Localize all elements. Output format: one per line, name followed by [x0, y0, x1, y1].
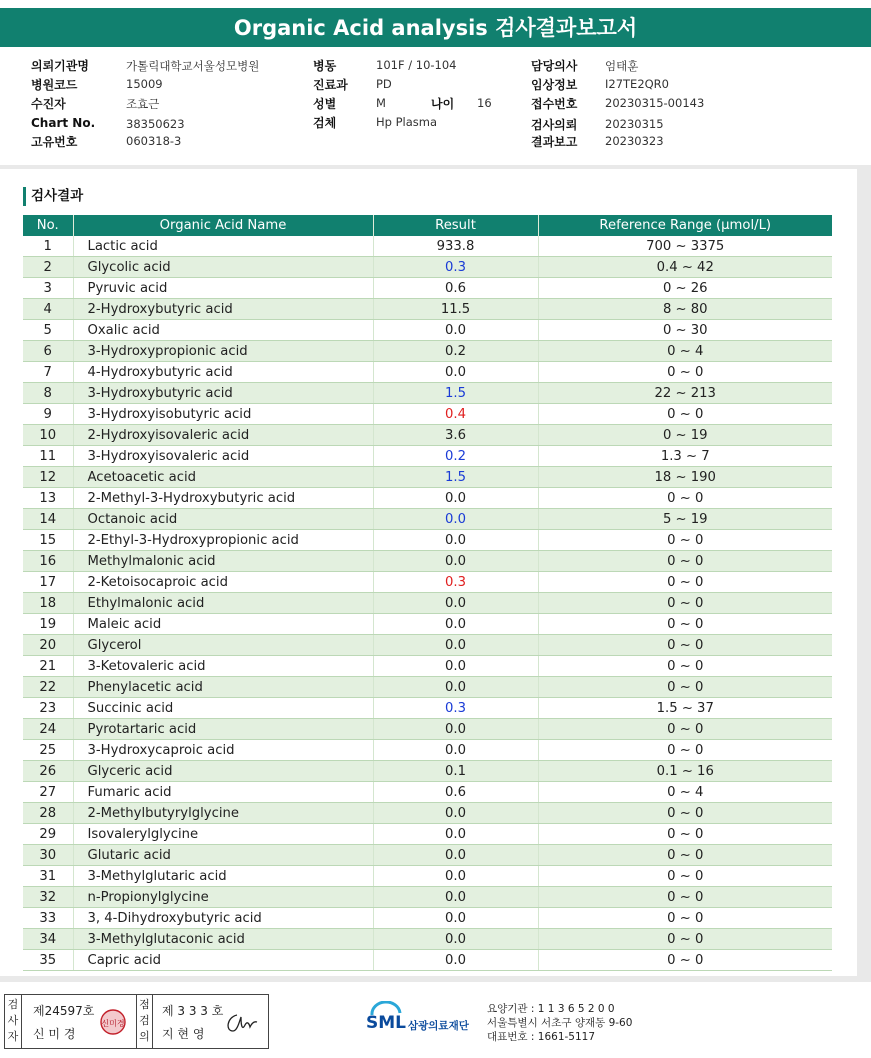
- cell-reference-range: 700 ~ 3375: [538, 236, 832, 257]
- table-row: [23, 299, 832, 320]
- cell-reference-range: 1.3 ~ 7: [538, 446, 832, 467]
- table-row: [23, 320, 832, 341]
- col-header-result: Result: [373, 215, 538, 236]
- cell-no: 12: [23, 467, 73, 488]
- field-value: 060318-3: [126, 134, 182, 148]
- cell-no: 26: [23, 761, 73, 782]
- cell-reference-range: 0 ~ 0: [538, 677, 832, 698]
- field-value: 조효근: [126, 97, 160, 111]
- field-label: 성별: [313, 97, 337, 111]
- field-label: 병동: [313, 59, 337, 73]
- cell-no: 27: [23, 782, 73, 803]
- cell-acid-name: Glycerol: [73, 635, 373, 656]
- field-label: 담당의사: [531, 59, 578, 73]
- table-row: [23, 572, 832, 593]
- table-row: [23, 929, 832, 950]
- cell-no: 10: [23, 425, 73, 446]
- field-value: PD: [376, 77, 392, 91]
- cell-no: 5: [23, 320, 73, 341]
- cell-result: 0.0: [373, 845, 538, 866]
- field-value: 38350623: [126, 117, 185, 131]
- cell-reference-range: 0 ~ 0: [538, 908, 832, 929]
- cell-result: 0.0: [373, 320, 538, 341]
- cell-acid-name: Capric acid: [73, 950, 373, 971]
- cell-reference-range: 22 ~ 213: [538, 383, 832, 404]
- cell-reference-range: 0 ~ 4: [538, 782, 832, 803]
- cell-reference-range: 0 ~ 19: [538, 425, 832, 446]
- table-row: [23, 782, 832, 803]
- cell-no: 13: [23, 488, 73, 509]
- cell-no: 32: [23, 887, 73, 908]
- approver-signature-icon: [223, 1011, 259, 1037]
- field-value: M: [376, 96, 386, 110]
- cell-reference-range: 0 ~ 30: [538, 320, 832, 341]
- table-row: [23, 404, 832, 425]
- table-row: [23, 446, 832, 467]
- cell-acid-name: 3-Ketovaleric acid: [73, 656, 373, 677]
- cell-acid-name: Lactic acid: [73, 236, 373, 257]
- field-value: 엄태훈: [605, 59, 639, 73]
- table-header-row: [23, 215, 832, 236]
- cell-result: 933.8: [373, 236, 538, 257]
- cell-acid-name: Pyruvic acid: [73, 278, 373, 299]
- table-row: [23, 950, 832, 971]
- field-label: 검사의뢰: [531, 118, 578, 132]
- logo-text: SML: [366, 1013, 406, 1033]
- cell-reference-range: 0 ~ 0: [538, 845, 832, 866]
- report-footer: [0, 982, 871, 1058]
- cell-no: 16: [23, 551, 73, 572]
- cell-acid-name: Succinic acid: [73, 698, 373, 719]
- cell-no: 25: [23, 740, 73, 761]
- cell-acid-name: Methylmalonic acid: [73, 551, 373, 572]
- cell-no: 15: [23, 530, 73, 551]
- table-row: [23, 866, 832, 887]
- table-row: [23, 488, 832, 509]
- field-value: 20230315-00143: [605, 96, 705, 110]
- table-row: [23, 257, 832, 278]
- cell-no: 33: [23, 908, 73, 929]
- cell-no: 17: [23, 572, 73, 593]
- cell-acid-name: 3-Hydroxypropionic acid: [73, 341, 373, 362]
- cell-reference-range: 0 ~ 0: [538, 950, 832, 971]
- cell-acid-name: Phenylacetic acid: [73, 677, 373, 698]
- cell-result: 0.0: [373, 677, 538, 698]
- tester-seal-icon: [100, 1009, 126, 1035]
- cell-acid-name: 3, 4-Dihydroxybutyric acid: [73, 908, 373, 929]
- cell-acid-name: 4-Hydroxybutyric acid: [73, 362, 373, 383]
- field-label: 검체: [313, 116, 337, 130]
- field-label: 접수번호: [531, 97, 578, 111]
- cell-result: 0.0: [373, 950, 538, 971]
- cell-no: 29: [23, 824, 73, 845]
- approver-name: 지 현 영: [162, 1027, 205, 1041]
- cell-result: 0.3: [373, 257, 538, 278]
- cell-acid-name: Oxalic acid: [73, 320, 373, 341]
- cell-acid-name: 3-Methylglutaric acid: [73, 866, 373, 887]
- field-label: 고유번호: [31, 135, 78, 149]
- table-row: [23, 845, 832, 866]
- table-row: [23, 803, 832, 824]
- col-header-reference: Reference Range (µmol/L): [538, 215, 832, 236]
- address: 서울특별시 서초구 양재동 9-60: [487, 1017, 633, 1029]
- cell-reference-range: 0 ~ 0: [538, 656, 832, 677]
- tester-label: 검사자: [5, 995, 22, 1048]
- cell-acid-name: 2-Methyl-3-Hydroxybutyric acid: [73, 488, 373, 509]
- cell-result: 0.3: [373, 572, 538, 593]
- cell-acid-name: Pyrotartaric acid: [73, 719, 373, 740]
- table-row: [23, 509, 832, 530]
- table-row: [23, 551, 832, 572]
- signature-box: [4, 994, 269, 1049]
- field-label: 수진자: [31, 97, 66, 111]
- cell-no: 3: [23, 278, 73, 299]
- cell-result: 0.2: [373, 341, 538, 362]
- contact-info: [487, 1002, 632, 1044]
- table-row: [23, 719, 832, 740]
- cell-no: 20: [23, 635, 73, 656]
- table-row: [23, 824, 832, 845]
- cell-result: 0.0: [373, 509, 538, 530]
- cell-reference-range: 8 ~ 80: [538, 299, 832, 320]
- approver-label: 점검의: [136, 995, 153, 1048]
- cell-result: 0.0: [373, 908, 538, 929]
- table-row: [23, 740, 832, 761]
- cell-acid-name: 2-Ketoisocaproic acid: [73, 572, 373, 593]
- cell-acid-name: Ethylmalonic acid: [73, 593, 373, 614]
- results-body: [23, 236, 832, 971]
- cell-no: 6: [23, 341, 73, 362]
- cell-reference-range: 0.4 ~ 42: [538, 257, 832, 278]
- field-value: 16: [477, 96, 492, 110]
- results-section: [0, 169, 857, 976]
- report-title: Organic Acid analysis 검사결과보고서: [0, 8, 871, 47]
- cell-result: 1.5: [373, 383, 538, 404]
- cell-result: 0.0: [373, 824, 538, 845]
- cell-no: 11: [23, 446, 73, 467]
- cell-no: 31: [23, 866, 73, 887]
- cell-result: 0.4: [373, 404, 538, 425]
- table-row: [23, 887, 832, 908]
- table-row: [23, 467, 832, 488]
- cell-reference-range: 0 ~ 0: [538, 488, 832, 509]
- cell-reference-range: 0 ~ 0: [538, 866, 832, 887]
- table-row: [23, 278, 832, 299]
- cell-no: 28: [23, 803, 73, 824]
- cell-result: 0.0: [373, 593, 538, 614]
- approver-license: 제 3 3 3 호: [162, 1004, 224, 1018]
- cell-result: 0.0: [373, 929, 538, 950]
- cell-result: 0.6: [373, 278, 538, 299]
- cell-reference-range: 0 ~ 0: [538, 404, 832, 425]
- cell-result: 0.0: [373, 866, 538, 887]
- cell-reference-range: 0 ~ 0: [538, 593, 832, 614]
- cell-result: 0.0: [373, 803, 538, 824]
- cell-acid-name: Fumaric acid: [73, 782, 373, 803]
- cell-reference-range: 0.1 ~ 16: [538, 761, 832, 782]
- cell-no: 18: [23, 593, 73, 614]
- cell-reference-range: 0 ~ 0: [538, 740, 832, 761]
- table-row: [23, 635, 832, 656]
- cell-acid-name: 2-Ethyl-3-Hydroxypropionic acid: [73, 530, 373, 551]
- table-row: [23, 593, 832, 614]
- table-row: [23, 341, 832, 362]
- cell-result: 0.0: [373, 635, 538, 656]
- cell-no: 34: [23, 929, 73, 950]
- cell-reference-range: 0 ~ 0: [538, 635, 832, 656]
- cell-reference-range: 0 ~ 0: [538, 824, 832, 845]
- cell-acid-name: Glyceric acid: [73, 761, 373, 782]
- table-row: [23, 761, 832, 782]
- field-label: 병원코드: [31, 78, 78, 92]
- field-value: I27TE2QR0: [605, 77, 669, 91]
- cell-result: 11.5: [373, 299, 538, 320]
- table-row: [23, 425, 832, 446]
- field-value: Hp Plasma: [376, 115, 438, 129]
- field-value: 15009: [126, 77, 163, 91]
- cell-no: 2: [23, 257, 73, 278]
- cell-result: 0.6: [373, 782, 538, 803]
- cell-result: 0.0: [373, 656, 538, 677]
- table-row: [23, 698, 832, 719]
- cell-result: 0.1: [373, 761, 538, 782]
- cell-result: 0.0: [373, 740, 538, 761]
- cell-no: 14: [23, 509, 73, 530]
- cell-result: 0.3: [373, 698, 538, 719]
- cell-reference-range: 0 ~ 0: [538, 572, 832, 593]
- table-row: [23, 383, 832, 404]
- cell-result: 0.0: [373, 530, 538, 551]
- field-value: 가톨릭대학교서울성모병원: [126, 59, 260, 73]
- cell-acid-name: 3-Hydroxybutyric acid: [73, 383, 373, 404]
- institution-code: 요양기관 : 1 1 3 6 5 2 0 0: [487, 1003, 615, 1015]
- field-label: 진료과: [313, 78, 348, 92]
- cell-acid-name: Octanoic acid: [73, 509, 373, 530]
- field-label: Chart No.: [31, 116, 96, 130]
- cell-reference-range: 0 ~ 0: [538, 530, 832, 551]
- table-row: [23, 614, 832, 635]
- org-name: 삼광의료재단: [408, 1020, 469, 1032]
- cell-no: 9: [23, 404, 73, 425]
- field-value: 20230323: [605, 134, 664, 148]
- tester-seal-text: 신미경: [101, 1019, 125, 1028]
- cell-reference-range: 0 ~ 0: [538, 551, 832, 572]
- cell-reference-range: 0 ~ 0: [538, 887, 832, 908]
- field-value: 20230315: [605, 117, 664, 131]
- cell-no: 4: [23, 299, 73, 320]
- cell-no: 24: [23, 719, 73, 740]
- cell-reference-range: 0 ~ 0: [538, 719, 832, 740]
- cell-reference-range: 0 ~ 26: [538, 278, 832, 299]
- col-header-name: Organic Acid Name: [73, 215, 373, 236]
- cell-reference-range: 0 ~ 0: [538, 614, 832, 635]
- cell-no: 8: [23, 383, 73, 404]
- cell-no: 7: [23, 362, 73, 383]
- table-row: [23, 362, 832, 383]
- cell-no: 35: [23, 950, 73, 971]
- cell-acid-name: n-Propionylglycine: [73, 887, 373, 908]
- cell-no: 1: [23, 236, 73, 257]
- table-row: [23, 236, 832, 257]
- field-label: 임상정보: [531, 78, 578, 92]
- cell-acid-name: Isovalerylglycine: [73, 824, 373, 845]
- cell-acid-name: 3-Hydroxycaproic acid: [73, 740, 373, 761]
- cell-no: 19: [23, 614, 73, 635]
- cell-reference-range: 0 ~ 0: [538, 803, 832, 824]
- cell-no: 21: [23, 656, 73, 677]
- table-row: [23, 908, 832, 929]
- cell-reference-range: 18 ~ 190: [538, 467, 832, 488]
- table-row: [23, 656, 832, 677]
- cell-acid-name: Acetoacetic acid: [73, 467, 373, 488]
- cell-acid-name: Glutaric acid: [73, 845, 373, 866]
- cell-acid-name: 3-Methylglutaconic acid: [73, 929, 373, 950]
- cell-acid-name: Glycolic acid: [73, 257, 373, 278]
- cell-result: 0.0: [373, 488, 538, 509]
- cell-result: 3.6: [373, 425, 538, 446]
- cell-result: 1.5: [373, 467, 538, 488]
- cell-acid-name: 2-Methylbutyrylglycine: [73, 803, 373, 824]
- cell-result: 0.0: [373, 887, 538, 908]
- cell-result: 0.0: [373, 719, 538, 740]
- table-row: [23, 530, 832, 551]
- cell-no: 30: [23, 845, 73, 866]
- cell-result: 0.0: [373, 362, 538, 383]
- cell-no: 23: [23, 698, 73, 719]
- cell-acid-name: 2-Hydroxybutyric acid: [73, 299, 373, 320]
- cell-no: 22: [23, 677, 73, 698]
- phone-number: 대표번호 : 1661-5117: [487, 1031, 596, 1043]
- cell-acid-name: Maleic acid: [73, 614, 373, 635]
- cell-reference-range: 0 ~ 0: [538, 362, 832, 383]
- table-row: [23, 677, 832, 698]
- cell-result: 0.2: [373, 446, 538, 467]
- cell-reference-range: 0 ~ 0: [538, 929, 832, 950]
- cell-result: 0.0: [373, 614, 538, 635]
- cell-result: 0.0: [373, 551, 538, 572]
- cell-reference-range: 0 ~ 4: [538, 341, 832, 362]
- field-label: 나이: [431, 97, 455, 111]
- cell-acid-name: 3-Hydroxyisobutyric acid: [73, 404, 373, 425]
- tester-license: 제24597호: [33, 1004, 95, 1018]
- col-header-no: No.: [23, 215, 73, 236]
- tester-name: 신 미 경: [33, 1027, 76, 1041]
- cell-reference-range: 5 ~ 19: [538, 509, 832, 530]
- results-table: [23, 215, 832, 971]
- cell-acid-name: 3-Hydroxyisovaleric acid: [73, 446, 373, 467]
- cell-acid-name: 2-Hydroxyisovaleric acid: [73, 425, 373, 446]
- section-title: 검사결과: [23, 187, 83, 206]
- field-value: 101F / 10-104: [376, 58, 457, 72]
- field-label: 결과보고: [531, 135, 578, 149]
- field-label: 의뢰기관명: [31, 59, 89, 73]
- report-header: [0, 0, 871, 165]
- cell-reference-range: 1.5 ~ 37: [538, 698, 832, 719]
